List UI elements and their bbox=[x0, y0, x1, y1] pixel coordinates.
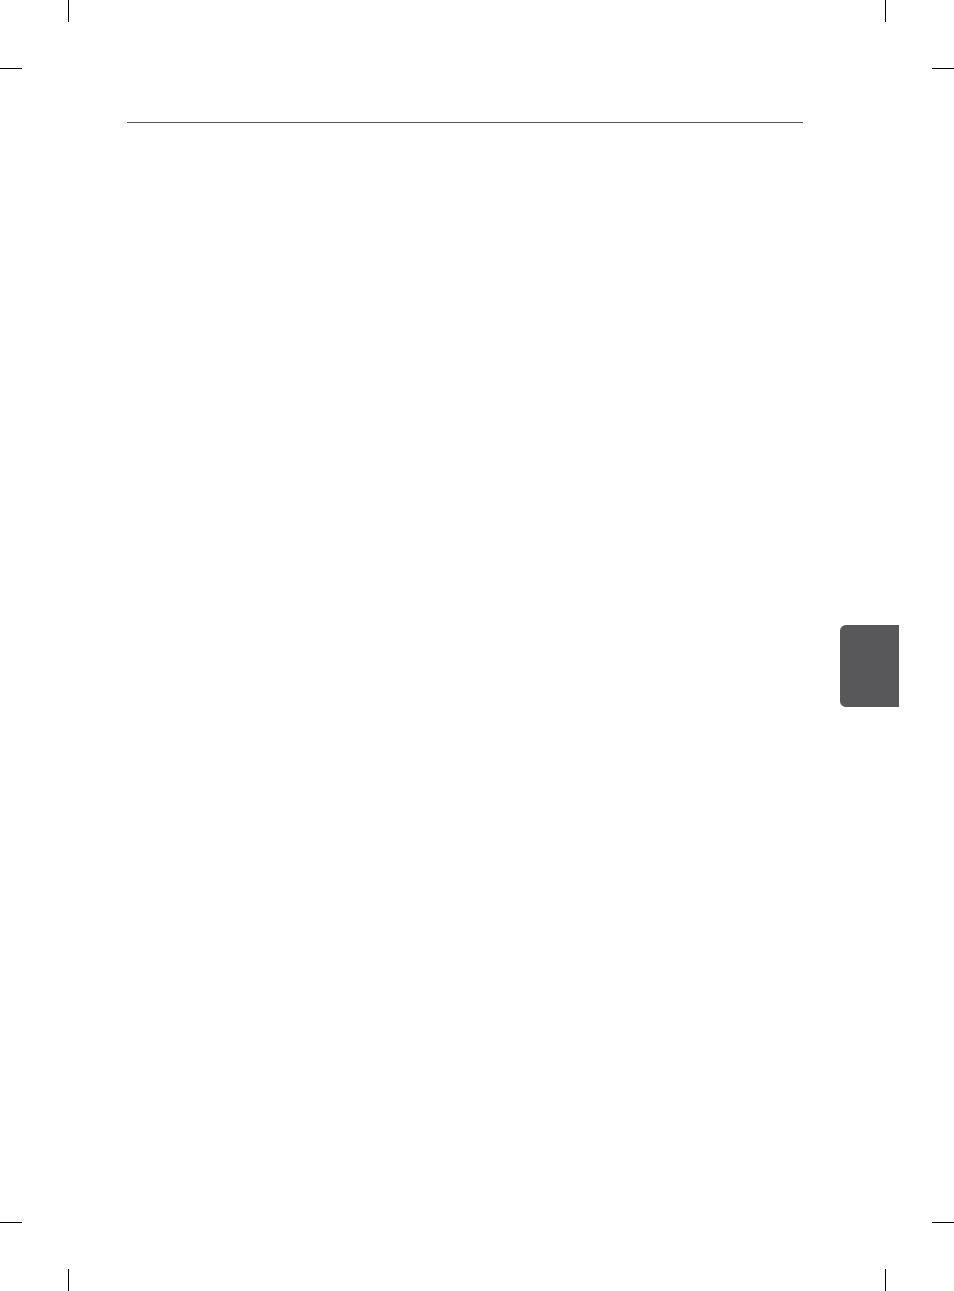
crop-mark bbox=[932, 68, 954, 69]
crop-mark bbox=[0, 68, 22, 69]
crop-mark bbox=[0, 1222, 22, 1223]
crop-mark bbox=[885, 0, 886, 22]
crop-mark bbox=[885, 1269, 886, 1291]
crop-mark bbox=[68, 0, 69, 22]
crop-mark bbox=[68, 1269, 69, 1291]
header-divider bbox=[127, 122, 803, 123]
language-tab bbox=[840, 625, 899, 707]
crop-mark bbox=[932, 1222, 954, 1223]
